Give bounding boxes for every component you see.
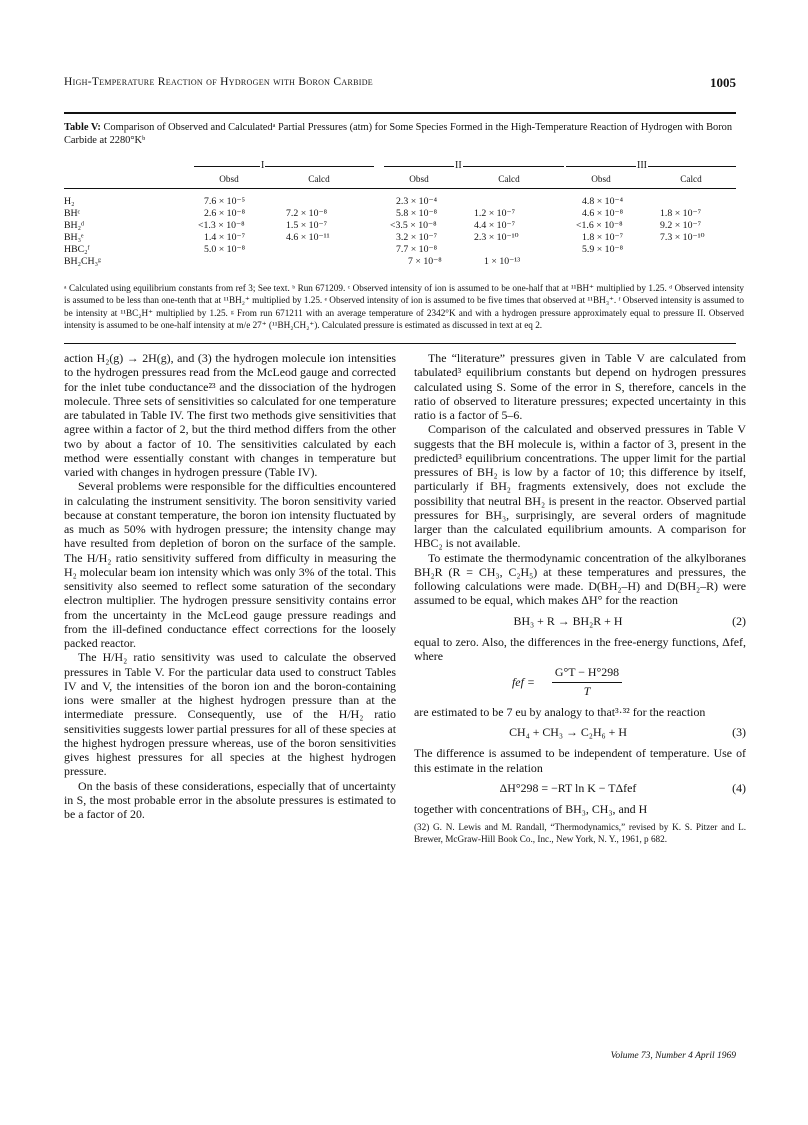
- group-header-ii: [384, 160, 564, 172]
- page-number: 1005: [710, 75, 736, 90]
- fef-lhs: fef =: [512, 675, 535, 689]
- equation-number: (3): [732, 725, 746, 740]
- table-caption-text: Comparison of Observed and Calculatedᵃ Partial Pressures (atm) for Some Species Formed in the High-Temperature Reaction of Hydrogen with Boron Carbide at 2280°Kᵇ: [64, 122, 733, 146]
- table-cell: 7.2 × 10⁻⁸: [286, 208, 328, 219]
- column-header: Calcd: [680, 174, 702, 184]
- table-cell: 4.4 × 10⁻⁷: [474, 220, 516, 231]
- table-row: [64, 220, 736, 232]
- group-label: I: [261, 160, 265, 171]
- reference-32: (32) G. N. Lewis and M. Randall, “Thermodynamics,” revised by K. S. Pitzer and L. Brewer, McGraw-Hill Book Co., Inc., New York, N. Y., 1961, p 682.: [414, 822, 746, 844]
- fef-numerator: G°T − H°298: [554, 665, 620, 679]
- table-cell: 2.6 × 10⁻⁸: [204, 208, 246, 219]
- table-cell: 7.6 × 10⁻⁵: [204, 196, 246, 207]
- body-paragraph: Comparison of the calculated and observed pressures in Table V suggests that the BH molecule is, within a factor of 3, present in the predicted³ equilibrium concentrations. The upper limit for the partial pressures of BH₂ is low by a factor of 10; this difference by itself, particularly if BH₂ fragments extensively, does not exclude the possibility that neutral BH₂ is present in the reactor. Observed partial pressures for BH₃, surprisingly, are several orders of magnitude larger than the calculated equilibrium amounts. A comparison for HBC₂ is not available.: [414, 422, 746, 551]
- right-column: [414, 351, 746, 845]
- body-paragraph: The “literature” pressures given in Table V are calculated from tabulated³ equilibrium constants but depend on hydrogen pressures calculated using S. Some of the error in S, therefore, cancels in the ratio of observed to literature pressures; expected uncertainty in this ratio is a factor of 5–6.: [414, 351, 746, 422]
- body-paragraph: are estimated to be 7 eu by analogy to that³·³² for the reaction: [414, 705, 706, 719]
- column-header: Calcd: [498, 174, 520, 184]
- table-cell: 1.2 × 10⁻⁷: [474, 208, 516, 219]
- issue-info: Volume 73, Number 4 April 1969: [610, 1051, 736, 1061]
- body-paragraph: To estimate the thermodynamic concentration of the alkylboranes BH₂R (R = CH₃, C₂H₅) at these temperatures and pressures, the following calculations were made. D(BH₂–H) and D(BH₂–R) were assumed to be equal, which makes ΔH° for the reaction: [414, 550, 746, 608]
- table-cell: 5.9 × 10⁻⁸: [582, 244, 624, 255]
- equation-2: [414, 611, 746, 633]
- equation-3: [414, 722, 746, 744]
- table-row: [64, 196, 736, 208]
- table-row: [64, 256, 736, 268]
- top-rule: [64, 112, 736, 114]
- table-cell: <1.3 × 10⁻⁸: [198, 220, 245, 231]
- table-cell: 7.3 × 10⁻¹⁰: [660, 232, 705, 243]
- species-cell: BH₃ᵉ: [64, 232, 84, 243]
- table-cell: 3.2 × 10⁻⁷: [396, 232, 438, 243]
- body-paragraph: equal to zero. Also, the differences in the free-energy functions, Δfef, where: [414, 634, 746, 663]
- table-cell: 1 × 10⁻¹³: [484, 256, 521, 267]
- column-header: Obsd: [219, 174, 239, 184]
- table-cell: 4.6 × 10⁻¹¹: [286, 232, 330, 243]
- table-cell: <3.5 × 10⁻⁸: [390, 220, 437, 231]
- table-cell: 9.2 × 10⁻⁷: [660, 220, 702, 231]
- table-cell: <1.6 × 10⁻⁸: [576, 220, 623, 231]
- table-cell: 1.8 × 10⁻⁷: [582, 232, 624, 243]
- fef-equation: [414, 665, 746, 701]
- table-cell: 1.8 × 10⁻⁷: [660, 208, 702, 219]
- column-header: Obsd: [591, 174, 611, 184]
- body-paragraph: action H₂(g) → 2H(g), and (3) the hydrogen molecule ion intensities to the hydrogen pressures read from the McLeod gauge and corrected for the inlet tube conductance²³ and the dissociation of the hydrogen molecule. Three sets of sensitivities so calculated for one temperature are tabulated in Table IV. The first two methods give sensitivities that agree within a factor of 2, but the third method differs from the other two by about a factor of 10. The sensitivities calculated by each method were essentially constant with changes in temperature but varied with changes in hydrogen pressure (Table IV).: [64, 351, 396, 479]
- table-footnotes: ᵃ Calculated using equilibrium constants from ref 3; See text. ᵇ Run 671209. ᶜ Observed intensity of ion is assumed to be one-half that at ¹¹BH⁺ multiplied by 1.25. ᵈ Observed intensity is assumed to be less than one-tenth that at ¹¹BH₂⁺ multiplied by 1.25. ᵉ Observed intensity of ion is assumed to be five times that observed at ¹¹BH₃⁺. ᶠ Observed intensity is assumed to be intensity at ¹¹BC₂H⁺ multiplied by 1.25. ᵍ From run 671211 with an average temperature of 2342°K and with a hydrogen pressure approximately equal to pressure II. Observed intensity is assumed to be one-half intensity at m/e 27⁺ (¹¹BH₂CH₂⁺). Calculated pressure is estimated as discussed in text at eq 2.: [64, 283, 744, 331]
- table-row: [64, 208, 736, 220]
- left-column: [64, 351, 396, 821]
- body-paragraph: The difference is assumed to be independent of temperature. Use of this estimate in the relation: [414, 746, 746, 775]
- table-cell: 1.5 × 10⁻⁷: [286, 220, 328, 231]
- table-caption: [64, 121, 744, 147]
- table-header-rule: [64, 188, 736, 189]
- species-cell: HBC₂ᶠ: [64, 244, 90, 255]
- table-v: [64, 160, 736, 276]
- species-cell: BH₂CH₃ᵍ: [64, 256, 101, 267]
- group-header-i: [194, 160, 374, 172]
- equation-number: (2): [732, 613, 746, 628]
- table-cell: 1.4 × 10⁻⁷: [204, 232, 246, 243]
- group-header-iii: [566, 160, 736, 172]
- body-paragraph: Several problems were responsible for the difficulties encountered in calculating the instrument sensitivity. The boron sensitivity varied because at constant temperature, the boron ion intensity fluctuated by as much as 50% with hydrogen pressure; the intensity change may have resulted from depletion of boron on the surface of the sample. The H/H₂ ratio sensitivity suffered from difficulty in measuring the H₂ molecular beam ion intensity which was only 3% of the total. This sensitivity also seemed to reflect some saturation of the secondary electron multiplier. The hydrogen pressure sensitivity contains error from the uncertainty in the McLeod gauge pressure readings and from the ill-defined conductance effect corrections for the loosely packed reactor.: [64, 479, 396, 650]
- table-cell: 2.3 × 10⁻⁴: [396, 196, 438, 207]
- table-cell: 7 × 10⁻⁸: [408, 256, 442, 267]
- fef-denominator: T: [583, 684, 591, 698]
- equation-text: CH₄ + CH₃ → C₂H₆ + H: [509, 725, 627, 740]
- equation-text: ΔH°298 = −RT ln K − TΔfef: [499, 780, 637, 795]
- column-header: Calcd: [308, 174, 330, 184]
- table-cell: 4.6 × 10⁻⁸: [582, 208, 624, 219]
- equation-4: [414, 778, 746, 800]
- table-cell: 5.8 × 10⁻⁸: [396, 208, 438, 219]
- table-row: [64, 244, 736, 256]
- species-cell: H₂: [64, 196, 75, 207]
- equation-number: (4): [732, 780, 746, 795]
- running-title: High-Temperature Reaction of Hydrogen with Boron Carbide: [64, 76, 373, 88]
- table-cell: 4.8 × 10⁻⁴: [582, 196, 624, 207]
- table-caption-label: Table V:: [64, 122, 101, 133]
- running-header: [64, 76, 736, 92]
- group-label: III: [637, 160, 647, 171]
- table-cell: 2.3 × 10⁻¹⁰: [474, 232, 519, 243]
- equation-text: BH₃ + R → BH₂R + H: [513, 613, 623, 628]
- body-paragraph: The H/H₂ ratio sensitivity was used to calculate the observed pressures in Table V. For the particular data used to construct Tables IV and V, the intensities of the boron ion and the boron-containing ions were smaller at the highest hydrogen pressure than at the intermediate pressure. Consequently, use of the H/H₂ ratio sensitivities suggests lower partial pressures for all of these species at the highest hydrogen pressure whereas, use of the boron sensitivities gives highest pressures for all species at the highest hydrogen pressure.: [64, 650, 396, 779]
- species-cell: BH₂ᵈ: [64, 220, 85, 231]
- table-row: [64, 232, 736, 244]
- table-cell: 5.0 × 10⁻⁸: [204, 244, 246, 255]
- group-label: II: [455, 160, 462, 171]
- column-header: Obsd: [409, 174, 429, 184]
- fraction-bar: [552, 682, 622, 683]
- species-cell: BHᶜ: [64, 208, 81, 219]
- body-paragraph: together with concentrations of BH₃, CH₃, and H: [414, 801, 648, 816]
- table-bottom-rule: [64, 343, 736, 344]
- body-paragraph: On the basis of these considerations, especially that of uncertainty in S, the most probable error in the absolute pressures is estimated to be a factor of 20.: [64, 778, 396, 821]
- table-cell: 7.7 × 10⁻⁸: [396, 244, 438, 255]
